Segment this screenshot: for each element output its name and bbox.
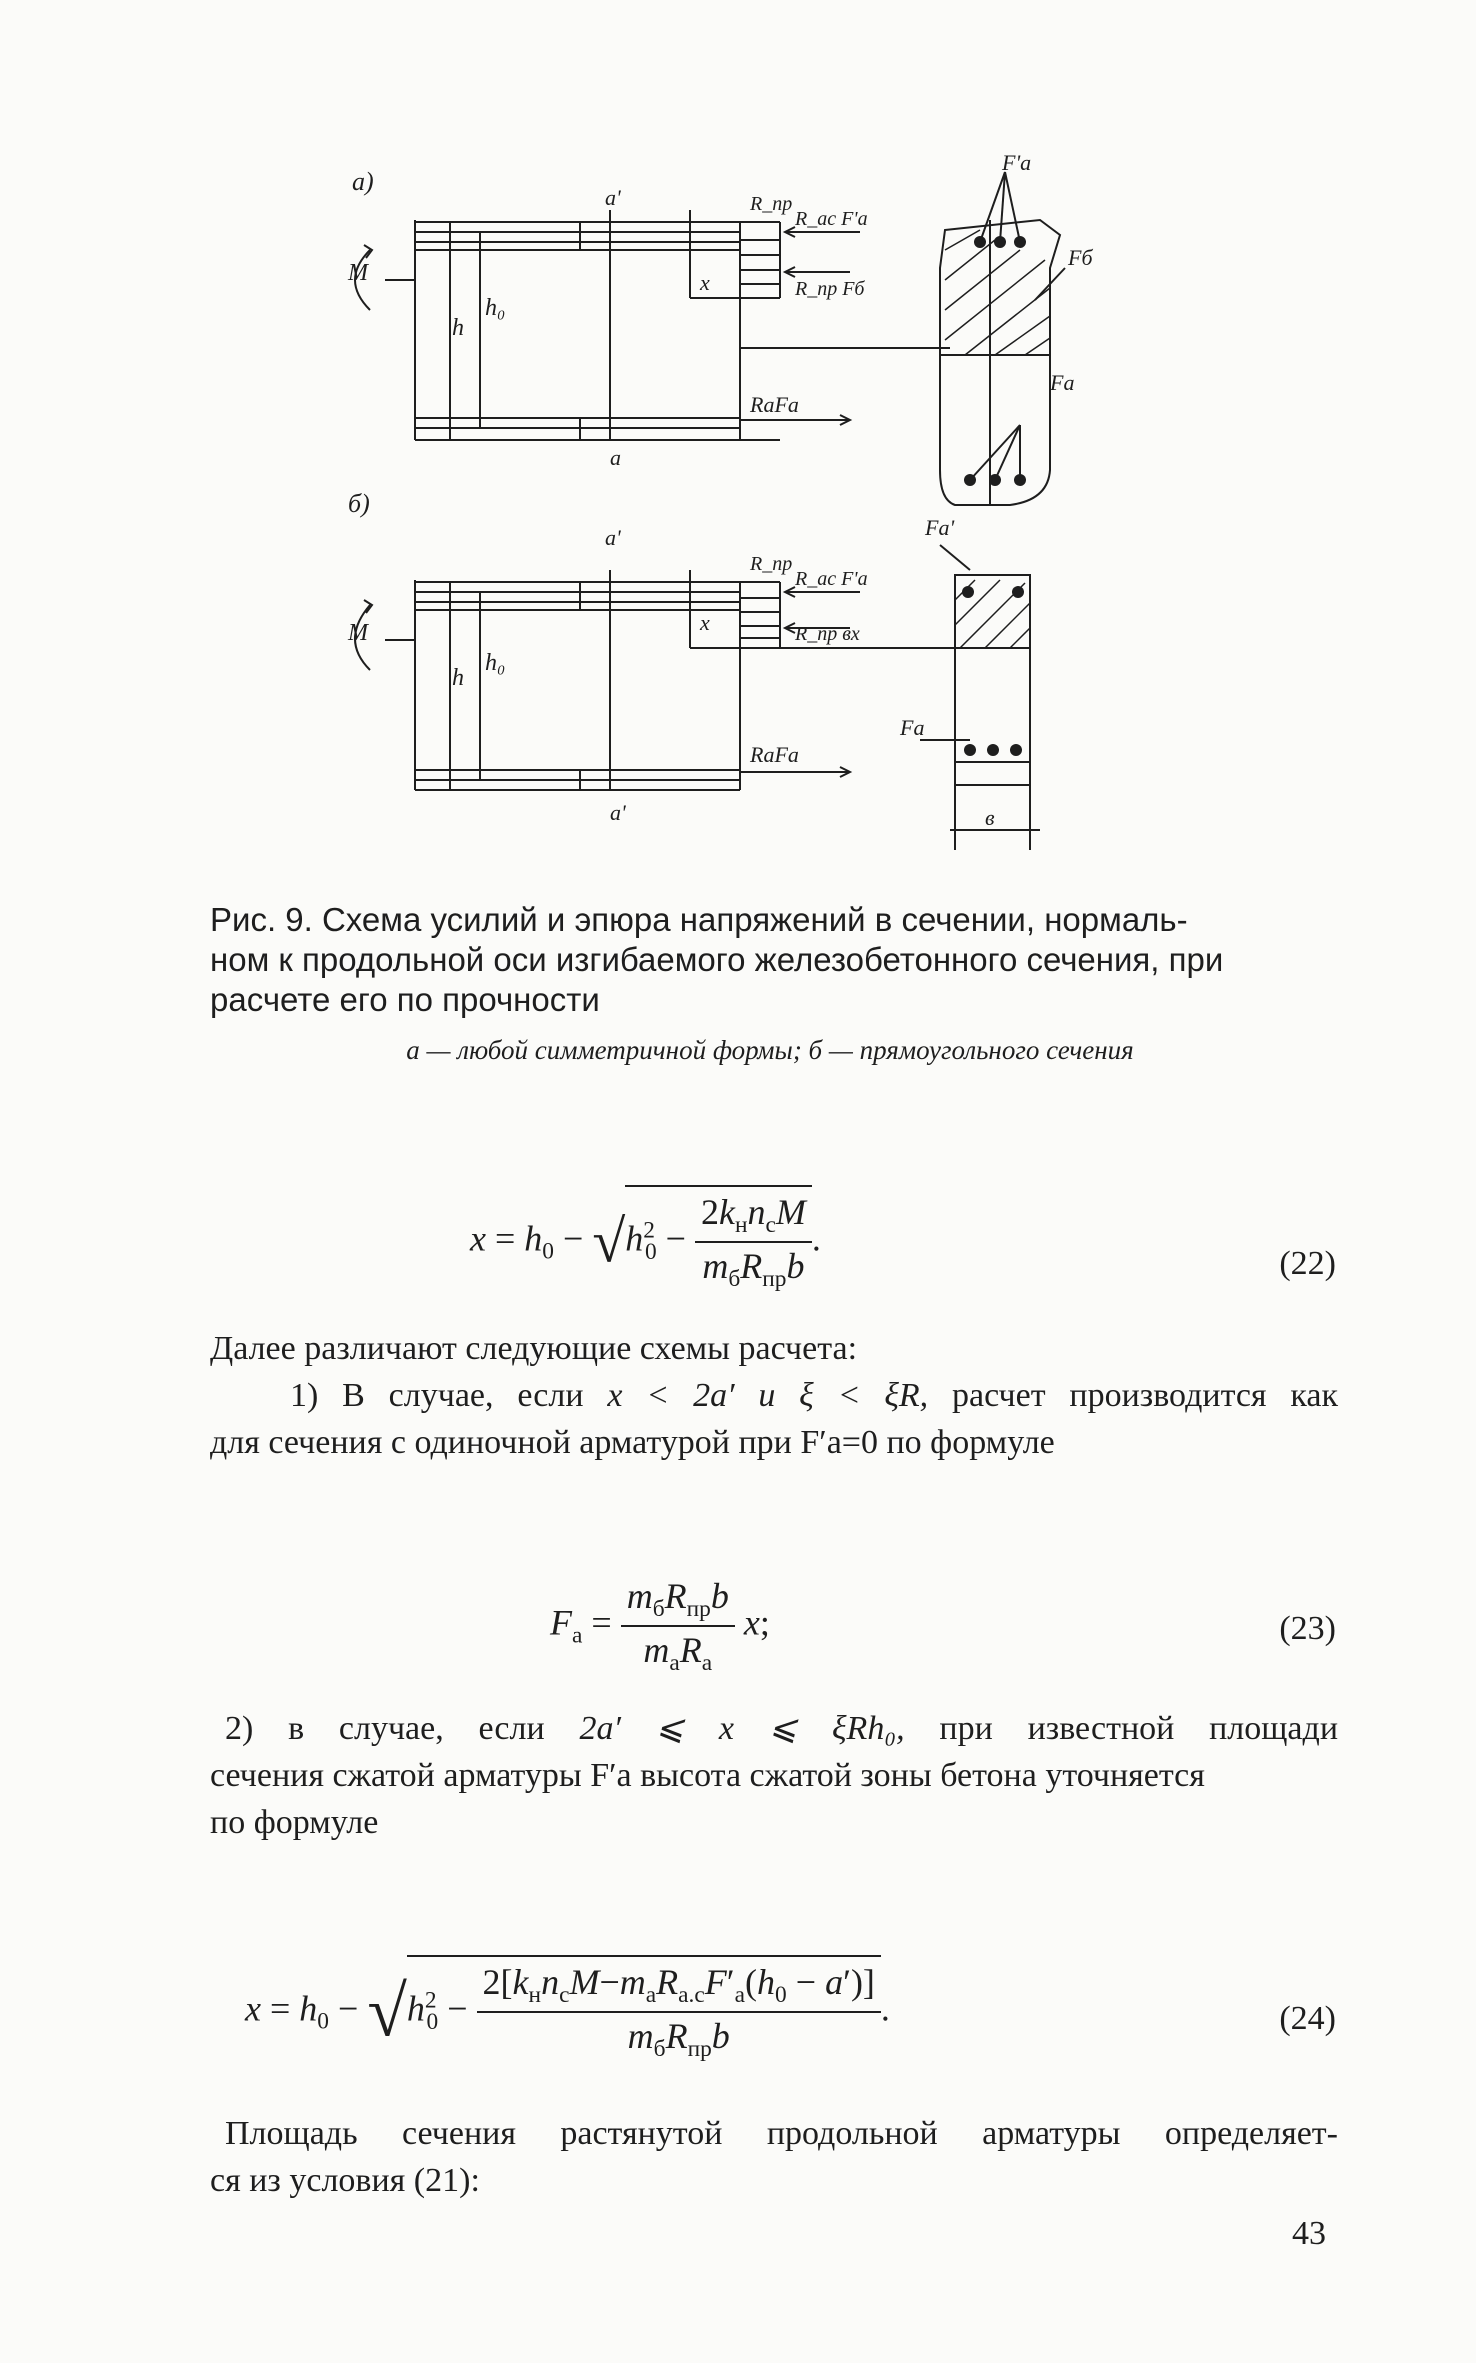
paragraph-case-1-cont: для сечения с одиночной арматурой при F′а=0 по формуле: [210, 1424, 1055, 1461]
label-h0-b: h₀: [485, 650, 506, 676]
label-rafa-a: RaFa: [750, 392, 799, 417]
caption-line-1: Рис. 9. Схема усилий и эпюра напряжений в сечении, нормаль-: [210, 901, 1188, 938]
equation-24: $x = h_0 - √h^2_0$ − $\frac{2[k_нn_cM-m_aR_{a.c}F'_a(h_0 - a')]}{m_бR_{пр}b}$ .: [245, 1955, 890, 2063]
label-fa-prime-b: Fa': [925, 515, 955, 540]
caption-line-2: ном к продольной оси изгибаемого железобетонного сечения, при: [210, 941, 1224, 978]
label-a: а): [352, 167, 374, 196]
paragraph-case-2-formula: по формуле: [210, 1804, 379, 1841]
text-block-3: [210, 2110, 1338, 2204]
paragraph-area-2: ся из условия (21):: [210, 2162, 480, 2199]
figure-subcaption: а — любой симметричной формы; б — прямоугольного сечения: [406, 1035, 1134, 1065]
equation-24-number: (24): [1279, 2000, 1336, 2037]
equation-22-number: (22): [1279, 1245, 1336, 1282]
label-b: б): [348, 489, 370, 518]
beam-a: [355, 210, 950, 440]
label-h-a: h: [452, 315, 464, 341]
equation-23-number: (23): [1279, 1610, 1336, 1647]
label-fa-prime-a: F'a: [1002, 150, 1032, 175]
label-h0-a: h₀: [485, 295, 506, 321]
label-x-a: x: [700, 270, 710, 295]
equation-22: $x = h_0 - √h^2_0$ − $\frac{2k_нn_cM}{m_бR_{пр}b}$ .: [470, 1185, 821, 1293]
paragraph-case-2: [210, 1705, 1338, 1752]
page-number: 43: [1292, 2215, 1326, 2252]
case-2-condition: 2a′ ⩽ x ⩽ ξRh₀,: [579, 1710, 905, 1747]
paragraph-area-1: Площадь сечения растянутой продольной арматуры определяет-: [225, 2115, 1338, 2152]
label-a-prime-b: a': [605, 525, 621, 550]
caption-line-3: расчете его по прочности: [210, 981, 600, 1018]
case-1-start: 1) В случае, если: [290, 1377, 584, 1414]
case-2-end: при известной площади: [939, 1710, 1339, 1747]
beam-b: [355, 570, 955, 790]
case-1-end: расчет производится как: [952, 1377, 1339, 1414]
case-1-condition: x < 2a′ и ξ < ξR,: [607, 1377, 929, 1414]
label-rafa-b: RaFa: [750, 742, 799, 767]
label-fb-a: Fб: [1068, 245, 1093, 270]
label-b-width: в: [985, 805, 995, 830]
paragraph-case-2-cont: сечения сжатой арматуры F′а высота сжатой зоны бетона уточняется: [210, 1757, 1205, 1794]
label-fa-b: Fa: [900, 715, 925, 740]
figure-caption: [210, 900, 1330, 1020]
label-m-a: M: [348, 260, 368, 286]
label-a-b: a': [610, 800, 626, 825]
label-rnpbx-b: R_пр вx: [795, 623, 860, 645]
text-block-1: [210, 1325, 1338, 1466]
label-rnp-a: R_пр: [750, 193, 793, 215]
label-rnpfb-a: R_пр Fб: [795, 278, 865, 300]
equation-23: $F_a$ = $\frac{m_бR_{пр}b}{m_aR_a}$ x;: [550, 1576, 770, 1677]
paragraph-case-1: [210, 1372, 1338, 1419]
stress-diagram: [330, 150, 1130, 870]
label-fa-a: Fa: [1050, 370, 1075, 395]
text-block-2: [210, 1705, 1338, 1846]
figure-9: [330, 150, 1130, 870]
paragraph-schemes: Далее различают следующие схемы расчета:: [210, 1330, 858, 1367]
label-a-prime: a': [605, 185, 621, 210]
label-x-b: x: [700, 610, 710, 635]
case-2-start: 2) в случае, если: [225, 1710, 545, 1747]
label-h-b: h: [452, 665, 464, 691]
section-a: [940, 172, 1065, 505]
label-rnp-b: R_пр: [750, 553, 793, 575]
label-racfa-a: R_ac F'a: [795, 208, 868, 230]
label-racfa-b: R_ac F'a: [795, 568, 868, 590]
label-m-b: M: [348, 620, 368, 646]
label-a-a: a: [610, 445, 621, 470]
